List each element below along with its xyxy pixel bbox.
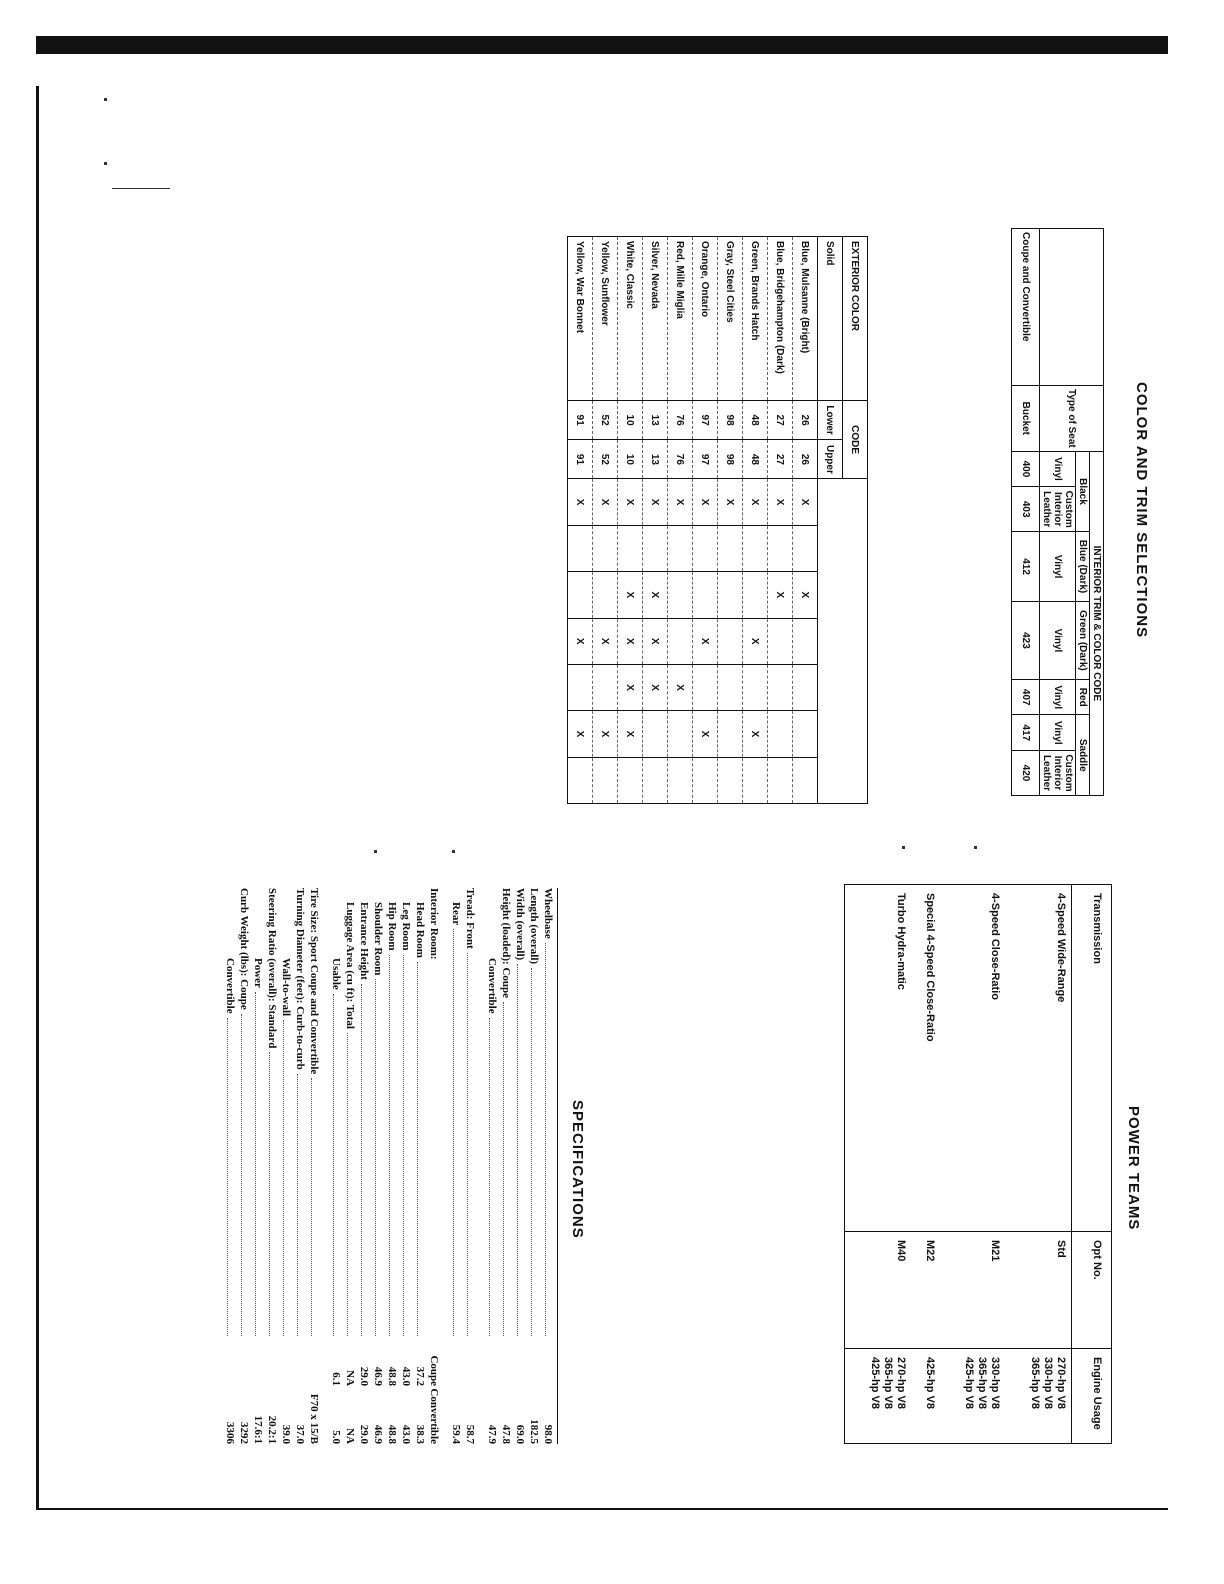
lower-code: 27 bbox=[768, 400, 793, 440]
spec-label: Tread: Front bbox=[464, 888, 476, 949]
trim-availability-mark bbox=[793, 664, 818, 710]
spec-value: 3292 bbox=[238, 1422, 250, 1444]
trim-availability-mark: X bbox=[693, 479, 718, 525]
material-header: Vinyl bbox=[1040, 532, 1076, 602]
spec-value-coupe: 37.2 bbox=[414, 1366, 426, 1386]
spec-value: 38.3 bbox=[414, 1424, 426, 1444]
spec-row bbox=[357, 888, 371, 1444]
spec-value: 69.0 bbox=[514, 1424, 526, 1444]
spec-label: Usable bbox=[330, 958, 342, 990]
trim-availability-mark bbox=[793, 711, 818, 757]
color-row bbox=[643, 237, 668, 804]
upper-code: 52 bbox=[593, 440, 618, 479]
color-name: Red, Mille Miglia bbox=[668, 237, 693, 401]
trim-availability-mark bbox=[593, 572, 618, 618]
engine-usage-item: 425-hp V8 bbox=[963, 1357, 976, 1409]
trim-availability-mark bbox=[668, 757, 693, 803]
leader-dots bbox=[503, 1002, 513, 1336]
material-header: Custom Interior Leather bbox=[1040, 751, 1076, 796]
leader-dots bbox=[431, 964, 440, 1336]
leader-dots bbox=[453, 929, 463, 1336]
spec-row bbox=[343, 888, 357, 1444]
spec-value: 43.0 bbox=[400, 1424, 412, 1444]
spec-value: 20.2:1 bbox=[266, 1415, 278, 1444]
trim-availability-mark: X bbox=[618, 711, 643, 757]
spec-value: Convertible bbox=[428, 1388, 440, 1444]
spec-value: 98.0 bbox=[542, 1424, 554, 1444]
trim-code: 420 bbox=[1012, 751, 1040, 796]
trim-code: 417 bbox=[1012, 715, 1040, 751]
scan-line-mark bbox=[112, 188, 170, 189]
spec-value-coupe: 46.9 bbox=[372, 1366, 384, 1386]
spec-row bbox=[485, 888, 499, 1444]
interior-trim-table bbox=[1011, 228, 1104, 796]
color-row bbox=[568, 237, 593, 804]
upper-code: 48 bbox=[743, 440, 768, 479]
trim-availability-mark: X bbox=[668, 479, 693, 525]
spec-value: 59.4 bbox=[450, 1424, 462, 1444]
leader-dots bbox=[297, 1074, 307, 1336]
trim-availability-mark: X bbox=[618, 664, 643, 710]
spec-row bbox=[293, 888, 307, 1444]
engine-usage-item: 330-hp V8 bbox=[989, 1357, 1002, 1409]
color-name: Gray, Steel Cities bbox=[718, 237, 743, 401]
material-header: Vinyl bbox=[1040, 680, 1076, 715]
engine-usage-cell bbox=[1005, 1349, 1071, 1444]
transmission-name: Special 4-Speed Close-Ratio bbox=[911, 885, 940, 1232]
power-team-row bbox=[1005, 885, 1071, 1444]
color-name: Yellow, Sunflower bbox=[593, 237, 618, 401]
spec-value: 46.9 bbox=[372, 1424, 384, 1444]
trim-availability-mark: X bbox=[643, 618, 668, 664]
spec-value: 5.0 bbox=[330, 1430, 342, 1444]
spec-row bbox=[329, 888, 343, 1444]
color-name: Blue, Bridgehampton (Dark) bbox=[768, 237, 793, 401]
leader-dots bbox=[389, 955, 399, 1336]
spec-row bbox=[385, 888, 399, 1444]
trim-availability-mark bbox=[718, 757, 743, 803]
color-red-header: Red bbox=[1076, 680, 1090, 715]
code-header: CODE bbox=[843, 400, 868, 479]
upper-code: 91 bbox=[568, 440, 593, 479]
spec-row bbox=[513, 888, 527, 1444]
trim-availability-mark: X bbox=[593, 479, 618, 525]
spec-row bbox=[279, 888, 293, 1444]
speck-mark bbox=[104, 98, 107, 101]
trim-code: 412 bbox=[1012, 532, 1040, 602]
interior-trim-header: INTERIOR TRIM & COLOR CODE bbox=[1090, 451, 1104, 795]
color-blue-header: Blue (Dark) bbox=[1076, 532, 1090, 602]
color-saddle-header: Saddle bbox=[1076, 715, 1090, 796]
trim-availability-mark: X bbox=[593, 618, 618, 664]
spec-row bbox=[449, 888, 463, 1444]
trim-availability-mark bbox=[793, 525, 818, 571]
trim-availability-mark: X bbox=[643, 479, 668, 525]
bottom-border-rule bbox=[36, 1508, 1168, 1510]
solid-label: Solid bbox=[818, 237, 843, 401]
trim-availability-mark bbox=[693, 664, 718, 710]
spec-label: Tire Size: Sport Coupe and Convertible bbox=[308, 888, 320, 1075]
lower-code: 48 bbox=[743, 400, 768, 440]
material-header: Custom Interior Leather bbox=[1040, 487, 1076, 532]
upper-code: 27 bbox=[768, 440, 793, 479]
spec-label: Head Room bbox=[414, 902, 426, 958]
color-name: Orange, Ontario bbox=[693, 237, 718, 401]
leader-dots bbox=[283, 1020, 293, 1336]
spec-label: Turning Diameter (feet): Curb-to-curb bbox=[294, 888, 306, 1070]
color-name: Yellow, War Bonnet bbox=[568, 237, 593, 401]
power-team-row bbox=[911, 885, 940, 1444]
spec-row bbox=[499, 888, 513, 1444]
trim-availability-mark bbox=[743, 757, 768, 803]
spec-row bbox=[307, 888, 321, 1444]
trim-code: 400 bbox=[1012, 451, 1040, 486]
leader-dots bbox=[403, 955, 413, 1336]
trim-availability-mark bbox=[743, 572, 768, 618]
leader-dots bbox=[531, 968, 541, 1336]
leader-dots bbox=[333, 994, 343, 1336]
color-name: White, Classic bbox=[618, 237, 643, 401]
lower-header: Lower bbox=[818, 400, 843, 440]
trim-availability-mark: X bbox=[618, 479, 643, 525]
engine-usage-cell bbox=[940, 1349, 1005, 1444]
trim-availability-mark bbox=[693, 572, 718, 618]
spec-value: 39.0 bbox=[280, 1424, 292, 1444]
trim-availability-mark: X bbox=[593, 711, 618, 757]
power-teams-title: POWER TEAMS bbox=[1125, 1106, 1142, 1231]
trim-availability-mark: X bbox=[618, 618, 643, 664]
speck-mark bbox=[452, 850, 455, 853]
spec-label: Curb Weight (lbs): Coupe bbox=[238, 888, 250, 1010]
power-team-row bbox=[845, 885, 911, 1444]
leader-dots bbox=[269, 1052, 279, 1336]
spec-value: 17.6:1 bbox=[252, 1415, 264, 1444]
blank-header-cell bbox=[843, 479, 868, 804]
spec-row bbox=[527, 888, 541, 1444]
upper-code: 13 bbox=[643, 440, 668, 479]
trim-availability-mark: X bbox=[743, 618, 768, 664]
spec-label: Hip Room bbox=[386, 902, 398, 951]
spec-value: NA bbox=[344, 1428, 356, 1444]
transmission-name: 4-Speed Close-Ratio bbox=[940, 885, 1005, 1232]
spec-row bbox=[463, 888, 477, 1444]
spec-value-coupe: 48.8 bbox=[386, 1366, 398, 1386]
spec-value-coupe: 29.0 bbox=[358, 1366, 370, 1386]
trim-availability-mark: X bbox=[618, 572, 643, 618]
exterior-color-header: EXTERIOR COLOR bbox=[843, 237, 868, 401]
trim-availability-mark bbox=[668, 572, 693, 618]
spec-row bbox=[223, 888, 237, 1444]
trim-availability-mark: X bbox=[793, 572, 818, 618]
leader-dots bbox=[255, 992, 265, 1336]
spec-row bbox=[251, 888, 265, 1444]
trim-availability-mark: X bbox=[643, 572, 668, 618]
color-row bbox=[593, 237, 618, 804]
material-header: Vinyl bbox=[1040, 601, 1076, 679]
spec-value: 37.0 bbox=[294, 1424, 306, 1444]
engine-usage-item: 330-hp V8 bbox=[1041, 1357, 1054, 1409]
leader-dots bbox=[347, 1033, 357, 1336]
spec-label: Wall-to-wall bbox=[280, 958, 292, 1017]
leader-dots bbox=[417, 962, 427, 1336]
spec-label: Interior Room: bbox=[428, 888, 440, 960]
engine-usage-header: Engine Usage bbox=[1071, 1349, 1111, 1444]
color-row bbox=[693, 237, 718, 804]
color-row bbox=[718, 237, 743, 804]
color-name: Silver, Nevada bbox=[643, 237, 668, 401]
leader-dots bbox=[227, 1018, 237, 1336]
spec-label: Height (loaded): Coupe bbox=[500, 888, 512, 998]
leader-dots bbox=[361, 984, 371, 1336]
spec-value-coupe: 43.0 bbox=[400, 1366, 412, 1386]
trim-availability-mark bbox=[718, 525, 743, 571]
lower-code: 91 bbox=[568, 400, 593, 440]
trim-availability-mark bbox=[743, 525, 768, 571]
spec-value: 58.7 bbox=[464, 1424, 476, 1444]
spec-row bbox=[541, 888, 555, 1444]
trim-availability-mark bbox=[568, 664, 593, 710]
trim-code: 407 bbox=[1012, 680, 1040, 715]
trim-availability-mark: X bbox=[768, 572, 793, 618]
speck-mark bbox=[374, 850, 377, 853]
trim-availability-mark bbox=[793, 618, 818, 664]
trim-availability-mark bbox=[568, 525, 593, 571]
color-row bbox=[743, 237, 768, 804]
spec-row bbox=[399, 888, 413, 1444]
trim-availability-mark bbox=[643, 525, 668, 571]
engine-usage-item: 425-hp V8 bbox=[923, 1357, 936, 1409]
blank-header-cell bbox=[818, 479, 843, 804]
spec-label: Convertible bbox=[486, 958, 498, 1014]
spec-label: Convertible bbox=[224, 958, 236, 1014]
trim-availability-mark bbox=[768, 664, 793, 710]
option-number: M22 bbox=[911, 1232, 940, 1349]
lower-code: 13 bbox=[643, 400, 668, 440]
option-number: Std bbox=[1005, 1232, 1071, 1349]
top-border-bar bbox=[36, 36, 1168, 54]
spec-row bbox=[371, 888, 385, 1444]
spec-value-coupe: Coupe bbox=[428, 1355, 440, 1386]
trim-availability-mark: X bbox=[743, 479, 768, 525]
leader-dots bbox=[375, 979, 385, 1336]
upper-code: 98 bbox=[718, 440, 743, 479]
engine-usage-cell bbox=[845, 1349, 911, 1444]
power-teams-table bbox=[844, 884, 1112, 1444]
trim-availability-mark bbox=[768, 618, 793, 664]
upper-code: 97 bbox=[693, 440, 718, 479]
spec-label: Steering Ratio (overall): Standard bbox=[266, 888, 278, 1049]
trim-availability-mark bbox=[618, 757, 643, 803]
lower-code: 10 bbox=[618, 400, 643, 440]
trim-availability-mark: X bbox=[718, 479, 743, 525]
spec-label: Luggage Area (cu ft): Total bbox=[344, 902, 356, 1029]
lower-code: 76 bbox=[668, 400, 693, 440]
trim-availability-mark: X bbox=[793, 479, 818, 525]
trim-availability-mark bbox=[668, 618, 693, 664]
leader-dots bbox=[467, 953, 477, 1336]
spec-value: 47.8 bbox=[500, 1424, 512, 1444]
trim-availability-mark bbox=[568, 757, 593, 803]
power-team-row bbox=[940, 885, 1005, 1444]
spec-value: 47.9 bbox=[486, 1424, 498, 1444]
transmission-header: Transmission bbox=[1071, 885, 1111, 1232]
trim-availability-mark: X bbox=[693, 618, 718, 664]
trim-availability-mark: X bbox=[693, 711, 718, 757]
upper-header: Upper bbox=[818, 440, 843, 479]
trim-availability-mark: X bbox=[768, 479, 793, 525]
trim-availability-mark bbox=[718, 572, 743, 618]
lower-code: 26 bbox=[793, 400, 818, 440]
specifications-list bbox=[223, 888, 558, 1444]
option-number: M40 bbox=[845, 1232, 911, 1349]
trim-availability-mark bbox=[643, 757, 668, 803]
option-number: M21 bbox=[940, 1232, 1005, 1349]
spec-value: 29.0 bbox=[358, 1424, 370, 1444]
spec-row bbox=[427, 888, 441, 1444]
upper-code: 26 bbox=[793, 440, 818, 479]
type-of-seat-header: Type of Seat bbox=[1040, 386, 1104, 452]
upper-code: 10 bbox=[618, 440, 643, 479]
trim-availability-mark: X bbox=[743, 711, 768, 757]
trim-availability-mark: X bbox=[643, 664, 668, 710]
trim-availability-mark bbox=[743, 664, 768, 710]
spec-value: 48.8 bbox=[386, 1424, 398, 1444]
trim-availability-mark bbox=[593, 664, 618, 710]
spec-label: Power bbox=[252, 958, 264, 988]
trim-availability-mark bbox=[568, 572, 593, 618]
specifications-title: SPECIFICATIONS bbox=[569, 1100, 586, 1239]
spec-label: Wheelbase bbox=[542, 888, 554, 939]
upper-code: 76 bbox=[668, 440, 693, 479]
spec-value: F70 x 15/B bbox=[308, 1393, 320, 1444]
engine-usage-item: 365-hp V8 bbox=[976, 1357, 989, 1409]
engine-usage-item: 365-hp V8 bbox=[881, 1357, 894, 1409]
leader-dots bbox=[241, 1014, 251, 1336]
spec-label: Leg Room bbox=[400, 902, 412, 951]
transmission-name: 4-Speed Wide-Range bbox=[1005, 885, 1071, 1232]
spec-value: 3306 bbox=[224, 1422, 236, 1444]
leader-dots bbox=[311, 1078, 321, 1336]
trim-availability-mark bbox=[668, 711, 693, 757]
spec-label: Length (overall) bbox=[528, 888, 540, 965]
trim-availability-mark bbox=[768, 757, 793, 803]
blank-header-cell bbox=[1076, 229, 1104, 386]
spec-label: Rear bbox=[450, 902, 462, 926]
material-header: Vinyl bbox=[1040, 715, 1076, 751]
spec-row bbox=[265, 888, 279, 1444]
speck-mark bbox=[104, 162, 107, 165]
trim-availability-mark bbox=[668, 525, 693, 571]
color-name: Blue, Mulsanne (Bright) bbox=[793, 237, 818, 401]
color-name: Green, Brands Hatch bbox=[743, 237, 768, 401]
trim-availability-mark bbox=[768, 525, 793, 571]
left-border-rule bbox=[36, 86, 39, 1510]
trim-availability-mark bbox=[593, 757, 618, 803]
spec-row bbox=[237, 888, 251, 1444]
color-row bbox=[668, 237, 693, 804]
engine-usage-item: 425-hp V8 bbox=[868, 1357, 881, 1409]
trim-availability-mark bbox=[593, 525, 618, 571]
transmission-name: Turbo Hydra-matic bbox=[845, 885, 911, 1232]
color-row bbox=[793, 237, 818, 804]
trim-availability-mark: X bbox=[568, 711, 593, 757]
trim-availability-mark bbox=[718, 664, 743, 710]
trim-availability-mark: X bbox=[568, 479, 593, 525]
trim-availability-mark bbox=[618, 525, 643, 571]
trim-availability-mark bbox=[768, 711, 793, 757]
lower-code: 97 bbox=[693, 400, 718, 440]
lower-code: 52 bbox=[593, 400, 618, 440]
trim-code: 403 bbox=[1012, 487, 1040, 532]
material-header: Vinyl bbox=[1040, 451, 1076, 486]
trim-availability-mark bbox=[718, 618, 743, 664]
engine-usage-item: 270-hp V8 bbox=[1054, 1357, 1067, 1409]
trim-availability-mark bbox=[718, 711, 743, 757]
spec-label: Entrance Height bbox=[358, 902, 370, 980]
color-black-header: Black bbox=[1076, 451, 1090, 531]
speck-mark bbox=[974, 846, 977, 849]
spec-label: Shoulder Room bbox=[372, 902, 384, 976]
leader-dots bbox=[489, 1018, 499, 1336]
exterior-color-table bbox=[567, 236, 868, 804]
spec-label: Width (overall) bbox=[514, 888, 526, 961]
trim-availability-mark bbox=[793, 757, 818, 803]
seat-value: Bucket bbox=[1012, 386, 1040, 452]
trim-code: 423 bbox=[1012, 601, 1040, 679]
color-trim-title: COLOR AND TRIM SELECTIONS bbox=[1133, 382, 1150, 639]
engine-usage-cell bbox=[911, 1349, 940, 1444]
lower-code: 98 bbox=[718, 400, 743, 440]
spec-value-coupe: NA bbox=[344, 1370, 356, 1386]
color-row bbox=[618, 237, 643, 804]
trim-availability-mark bbox=[693, 525, 718, 571]
spec-value: 182.5 bbox=[528, 1419, 540, 1444]
spec-value-coupe: 6.1 bbox=[330, 1372, 342, 1386]
spec-row bbox=[413, 888, 427, 1444]
engine-usage-item: 365-hp V8 bbox=[1028, 1357, 1041, 1409]
trim-availability-mark bbox=[693, 757, 718, 803]
opt-no-header: Opt No. bbox=[1071, 1232, 1111, 1349]
leader-dots bbox=[517, 964, 527, 1336]
trim-availability-mark bbox=[643, 711, 668, 757]
color-green-header: Green (Dark) bbox=[1076, 601, 1090, 679]
blank-header-cell bbox=[1040, 229, 1076, 386]
trim-availability-mark: X bbox=[568, 618, 593, 664]
color-row bbox=[768, 237, 793, 804]
engine-usage-item: 270-hp V8 bbox=[894, 1357, 907, 1409]
trim-availability-mark: X bbox=[668, 664, 693, 710]
speck-mark bbox=[902, 846, 905, 849]
leader-dots bbox=[545, 943, 555, 1336]
model-label: Coupe and Convertible bbox=[1012, 229, 1040, 386]
